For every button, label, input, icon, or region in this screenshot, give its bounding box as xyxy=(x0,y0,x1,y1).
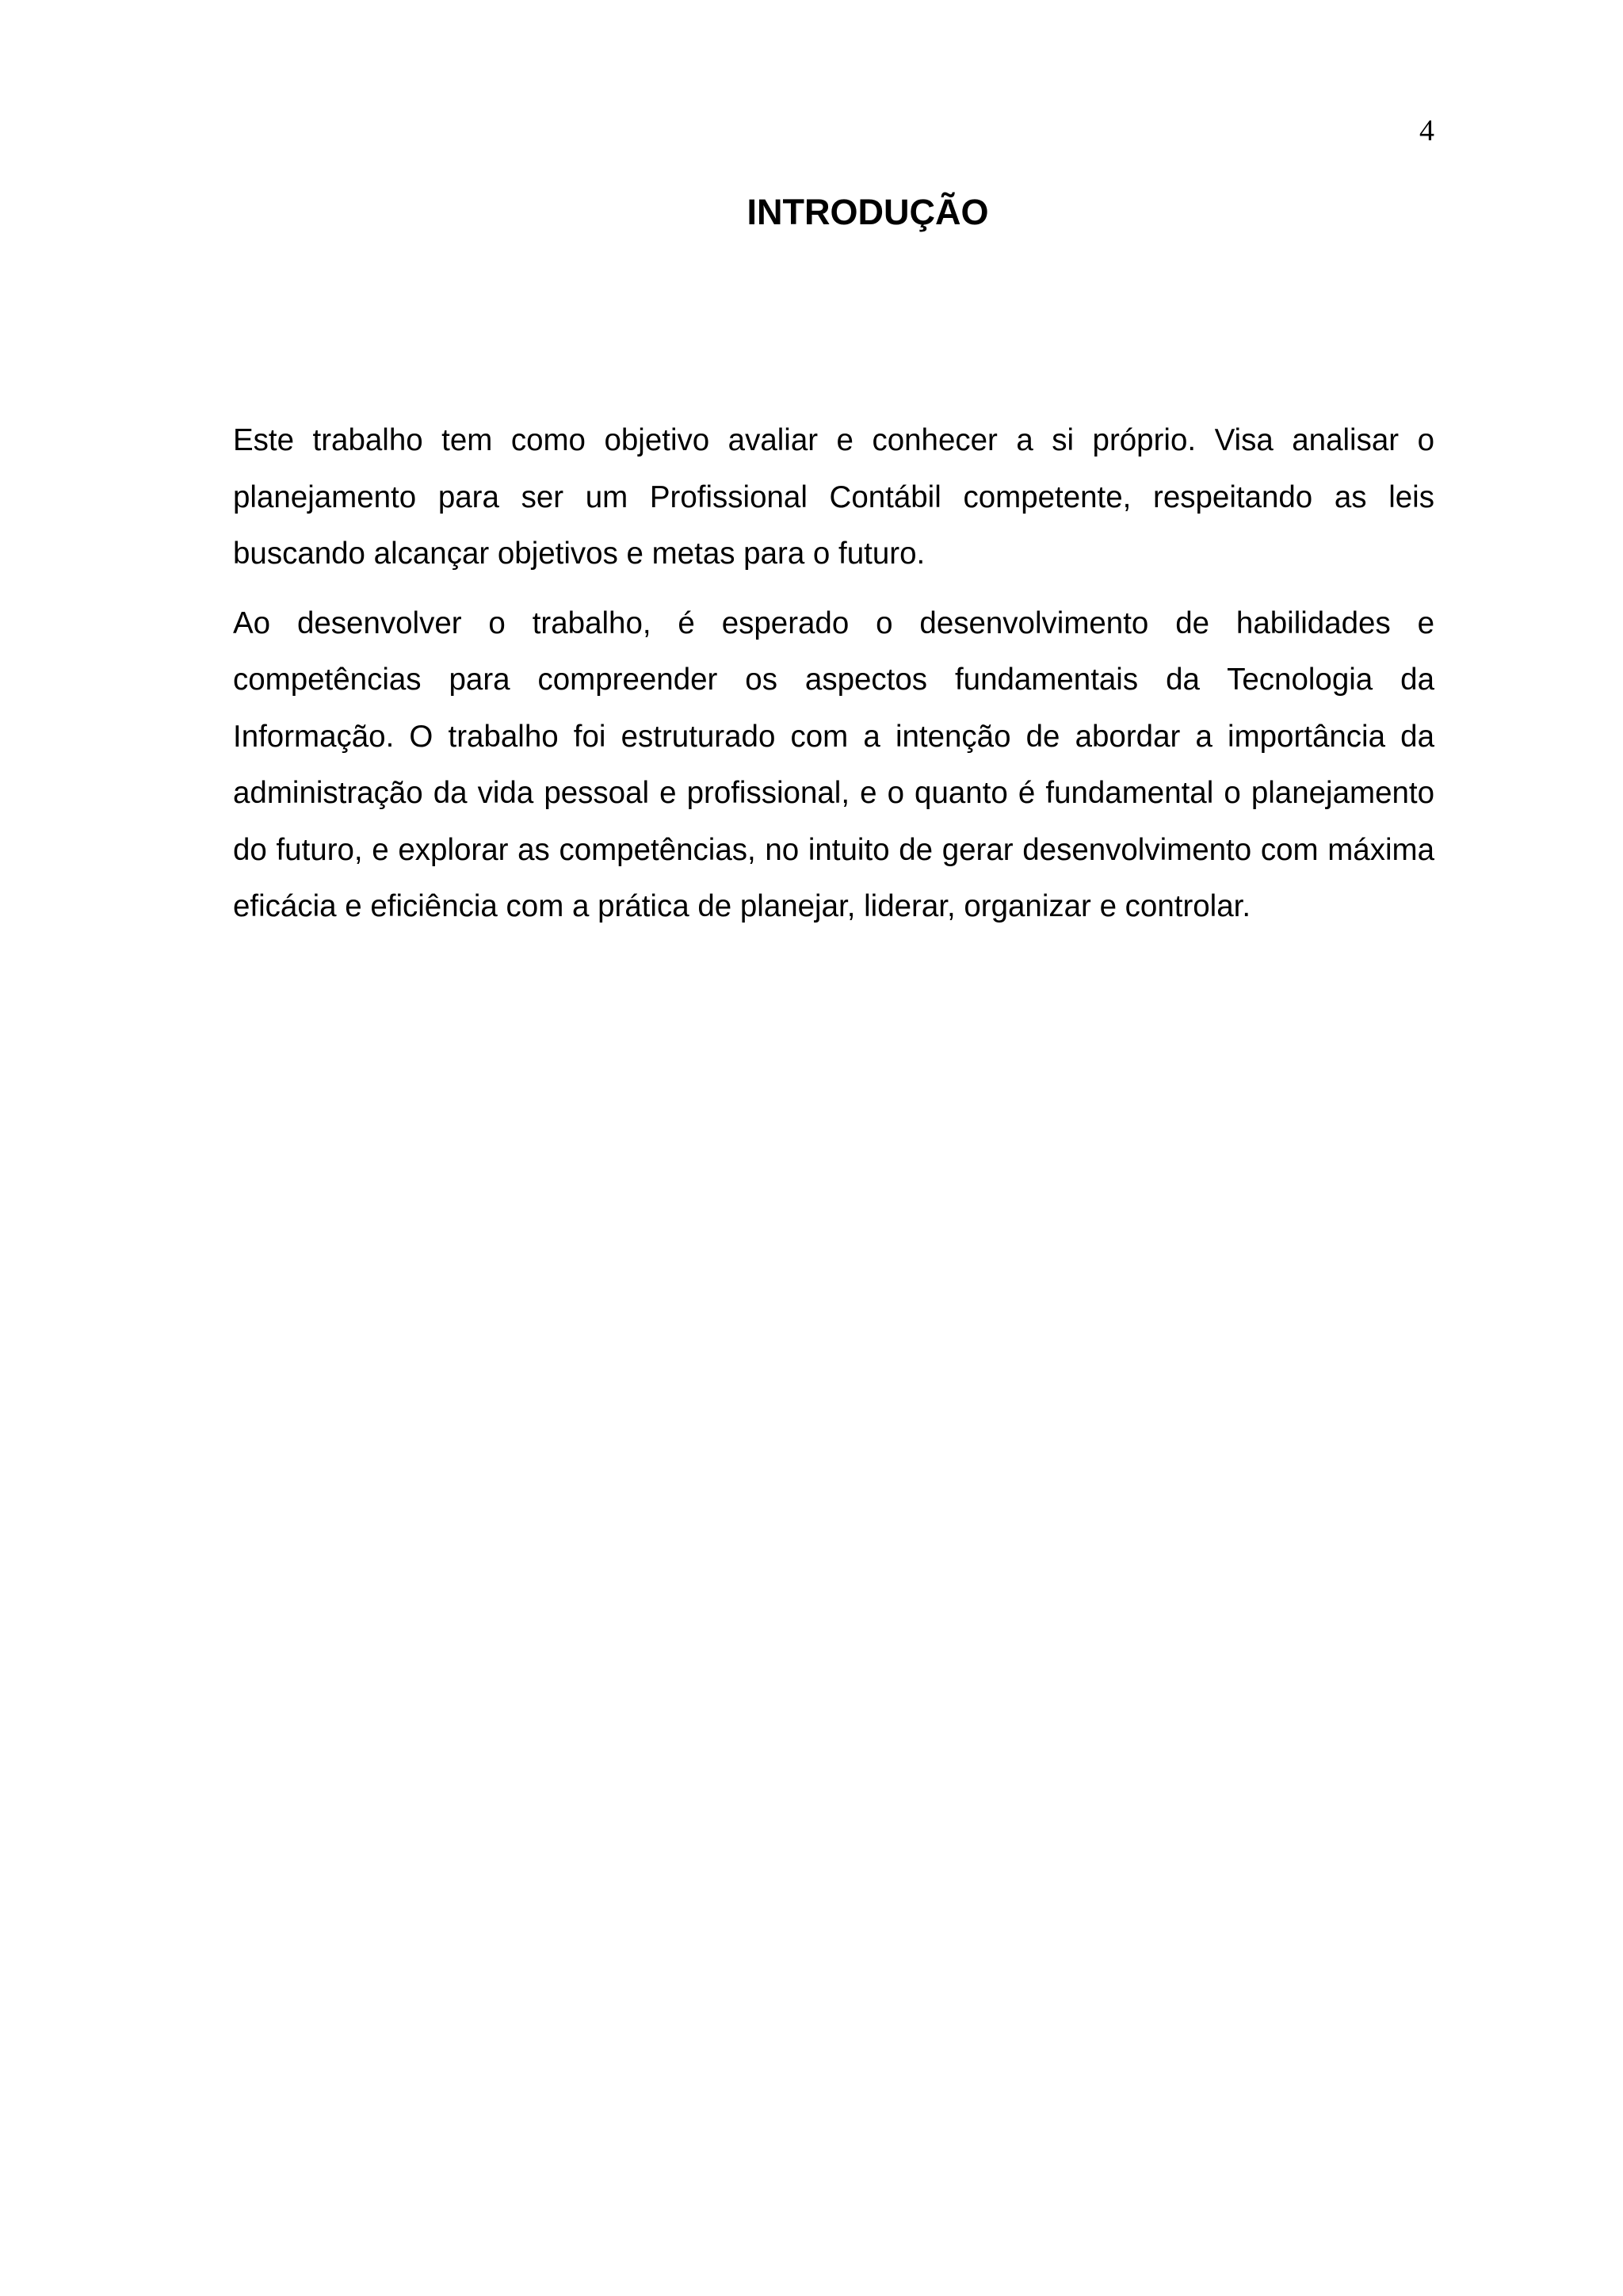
paragraph-1: Este trabalho tem como objetivo avaliar e conhecer a si próprio. Visa analisar o planejamento para ser um Profissional Contábil competente, respeitando as leis buscando alcançar objetivos e metas para o futuro. xyxy=(233,423,1434,571)
paragraph-2: Ao desenvolver o trabalho, é esperado o desenvolvimento de habilidades e competências para compreender os aspectos fundamentais da Tecnologia da Informação. O trabalho foi estruturado com a intenção de abordar a importância da administração da vida pessoal e profissional, e o quanto é fundamental o planejamento do futuro, e explorar as competências, no intuito de gerar desenvolvimento com máxima eficácia e eficiência com a prática de planejar, liderar, organizar e controlar. xyxy=(233,606,1434,923)
section-title: INTRODUÇÃO xyxy=(747,192,989,232)
body-text xyxy=(233,412,1434,948)
page-number: 4 xyxy=(1419,114,1434,147)
